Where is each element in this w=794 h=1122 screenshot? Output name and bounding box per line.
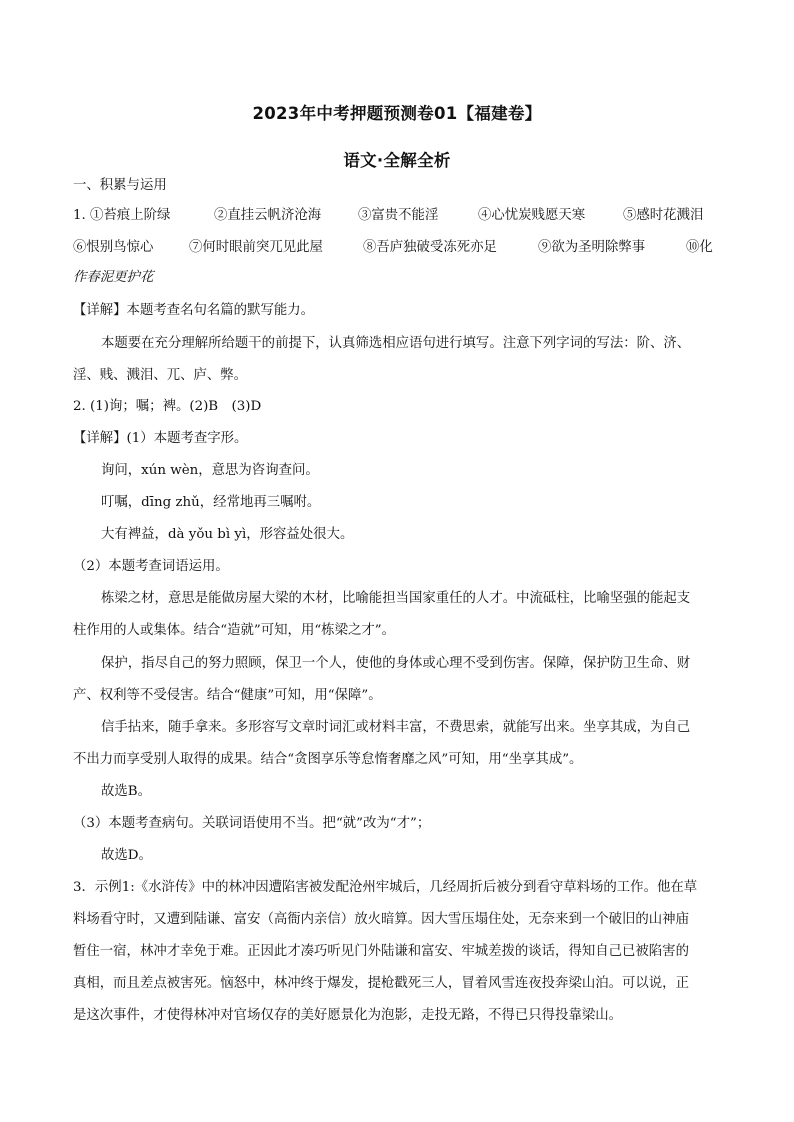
q2-paragraph: 不出力而享受别人取得的成果。结合“贪图享乐等怠惰奢靡之风”可知，用“坐享其成”。 <box>73 752 583 767</box>
q2-part-3: （3）本题考查病句。关联词语使用不当。把“就”改为“才”； <box>73 816 431 831</box>
q2-paragraph: 保护，指尽自己的努力照顾，保卫一个人，使他的身体或心理不受到伤害。保障，保护防卫生命、财 <box>101 656 691 671</box>
q3-paragraph: 暂住一宿，林冲才幸免于难。正因此才凑巧听见门外陆谦和富安、牢城差拨的谈话，得知自己已被陷害的 <box>73 944 689 959</box>
answer-item: ⑥恨别鸟惊心 <box>73 240 154 255</box>
q1-note: 本题要在充分理解所给题干的前提下，认真筛选相应语句进行填写。注意下列字词的写法：阶、济、 <box>101 336 691 351</box>
q3-paragraph: 料场看守时，又遭到陆谦、富安（高衙内亲信）放火暗算。因大雪压塌住处，无奈来到一个破旧的山神庙 <box>73 912 689 927</box>
section-heading: 一、积累与运用 <box>73 178 167 193</box>
q2-paragraph: 信手拈来，随手拿来。多形容写文章时词汇或材料丰富，不费思索，就能写出来。坐享其成，为自己 <box>101 720 691 735</box>
document-title: 2023年中考押题预测卷01【福建卷】 <box>252 104 542 123</box>
q2-choice: 故选B。 <box>101 784 152 799</box>
q3-paragraph: 3．示例1:《水浒传》中的林冲因遭陷害被发配沧州牢城后，几经周折后被分到看守草料场的工作。他在草 <box>73 880 698 895</box>
q2-paragraph: 产、权利等不受侵害。结合“健康”可知，用“保障”。 <box>73 688 382 703</box>
q3-paragraph: 真相，而且差点被害死。恼怒中，林冲终于爆发，提枪戳死三人，冒着风雪连夜投奔梁山泊。可以说，正 <box>73 976 689 991</box>
q1-answer-row-3: 作春泥更护花 <box>73 270 154 285</box>
answer-item: ③富贵不能淫 <box>358 208 439 223</box>
answer-item: ④心忧炭贱愿天寒 <box>478 208 586 223</box>
q2-word-2: 叮嘱，dīng zhǔ，经常地再三嘱咐。 <box>101 495 321 510</box>
answer-item: ⑧吾庐独破受冻死亦足 <box>363 240 497 255</box>
answer-item: ⑨欲为圣明除弊事 <box>538 240 646 255</box>
document-subtitle: 语文·全解全析 <box>343 151 451 170</box>
q2-paragraph: 栋梁之材，意思是能做房屋大梁的木材，比喻能担当国家重任的人才。中流砥柱，比喻坚强的能起支 <box>101 591 691 606</box>
q2-word-1: 询问，xún wèn，意思为咨询查问。 <box>101 463 319 478</box>
q2-part-2: （2）本题考查词语运用。 <box>73 559 229 574</box>
q2-choice: 故选D。 <box>101 848 152 863</box>
answer-item: ⑩化 <box>686 240 713 255</box>
q3-paragraph: 是这次事件，才使得林冲对官场仅存的美好愿景化为泡影，走投无路，不得已只得投靠梁山。 <box>73 1008 623 1023</box>
answer-item: ⑤感时花溅泪 <box>623 208 704 223</box>
answer-item: 1. ①苔痕上阶绿 <box>73 208 171 223</box>
answer-item: ②直挂云帆济沧海 <box>214 208 322 223</box>
q1-note: 淫、贱、溅泪、兀、庐、弊。 <box>73 368 248 383</box>
q2-word-3: 大有裨益，dà yǒu bì yì，形容益处很大。 <box>101 527 354 542</box>
q2-answer: 2. (1)询；嘱；裨。(2)B (3)D <box>73 399 262 414</box>
q2-paragraph: 柱作用的人或集体。结合“造就”可知，用“栋梁之才”。 <box>73 623 395 638</box>
q2-detail: 【详解】(1）本题考查字形。 <box>73 431 248 446</box>
answer-item: ⑦何时眼前突兀见此屋 <box>189 240 323 255</box>
q1-detail: 【详解】本题考查名句名篇的默写能力。 <box>73 303 315 318</box>
